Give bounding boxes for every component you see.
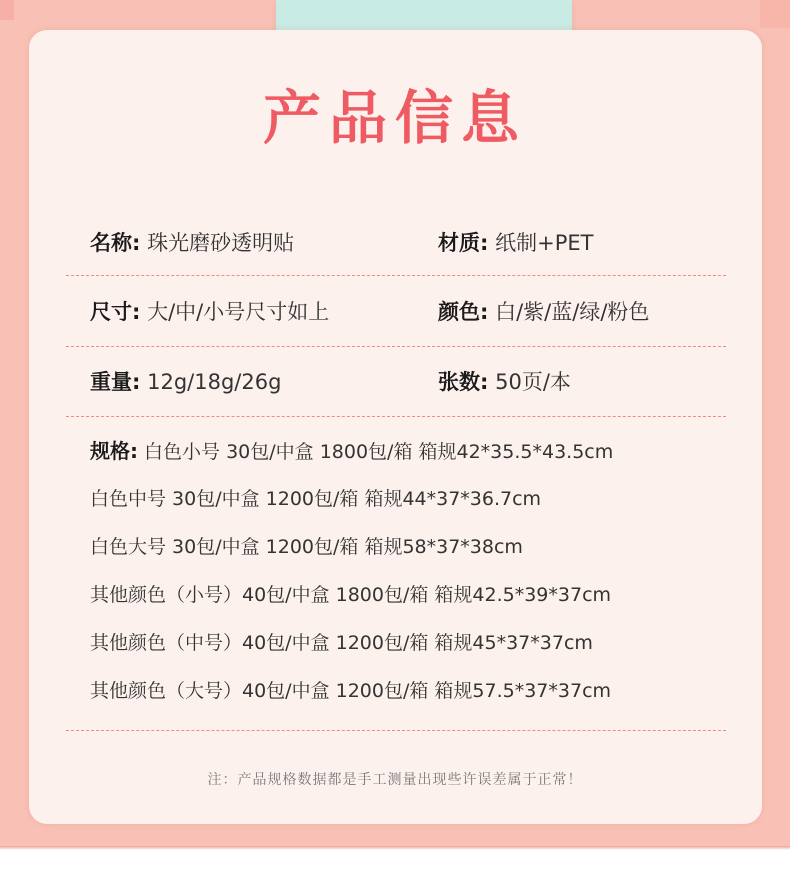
material-label: 材质: <box>438 231 489 255</box>
divider <box>66 730 726 731</box>
weight-label: 重量: <box>90 370 141 394</box>
color-field <box>438 297 649 327</box>
material-field <box>438 228 593 258</box>
spec-label: 规格: <box>90 439 138 463</box>
spec-line <box>90 581 611 609</box>
name-field <box>90 228 294 258</box>
divider <box>66 346 726 347</box>
decorative-block-left <box>0 0 14 20</box>
size-field <box>90 297 329 327</box>
spec-line-text: 白色小号 30包/中盒 1800包/箱 箱规42*35.5*43.5cm <box>144 441 614 463</box>
sheet-count-label: 张数: <box>438 370 489 394</box>
color-value: 白/紫/蓝/绿/粉色 <box>495 300 650 324</box>
spec-line <box>90 629 593 657</box>
size-label: 尺寸: <box>90 300 141 324</box>
size-value: 大/中/小号尺寸如上 <box>147 300 330 324</box>
color-label: 颜色: <box>438 300 489 324</box>
weight-field <box>90 367 281 397</box>
spec-line <box>90 437 613 466</box>
divider <box>66 416 726 417</box>
bottom-shadow <box>0 846 790 850</box>
sheet-count-value: 50页/本 <box>495 370 571 394</box>
spec-line <box>90 677 611 705</box>
spec-line-text: 其他颜色（大号）40包/中盒 1200包/箱 箱规57.5*37*37cm <box>90 680 612 702</box>
spec-line <box>90 533 523 561</box>
spec-line-text: 其他颜色（小号）40包/中盒 1800包/箱 箱规42.5*39*37cm <box>90 584 612 606</box>
name-label: 名称: <box>90 231 141 255</box>
spec-line <box>90 485 541 513</box>
spec-line-text: 白色中号 30包/中盒 1200包/箱 箱规44*37*36.7cm <box>90 488 542 510</box>
weight-value: 12g/18g/26g <box>147 370 282 394</box>
spec-line-text: 其他颜色（中号）40包/中盒 1200包/箱 箱规45*37*37cm <box>90 632 593 654</box>
disclaimer-note: 注：产品规格数据都是手工测量出现些许误差属于正常！ <box>207 772 583 788</box>
spec-line-text: 白色大号 30包/中盒 1200包/箱 箱规58*37*38cm <box>90 536 523 558</box>
sheet-count-field <box>438 367 571 397</box>
decorative-mint-tab <box>276 0 572 30</box>
name-value: 珠光磨砂透明贴 <box>147 231 295 255</box>
material-value: 纸制+PET <box>495 231 594 255</box>
divider <box>66 275 726 276</box>
page-title: 产品信息 <box>262 84 527 152</box>
decorative-block-right <box>760 0 790 28</box>
